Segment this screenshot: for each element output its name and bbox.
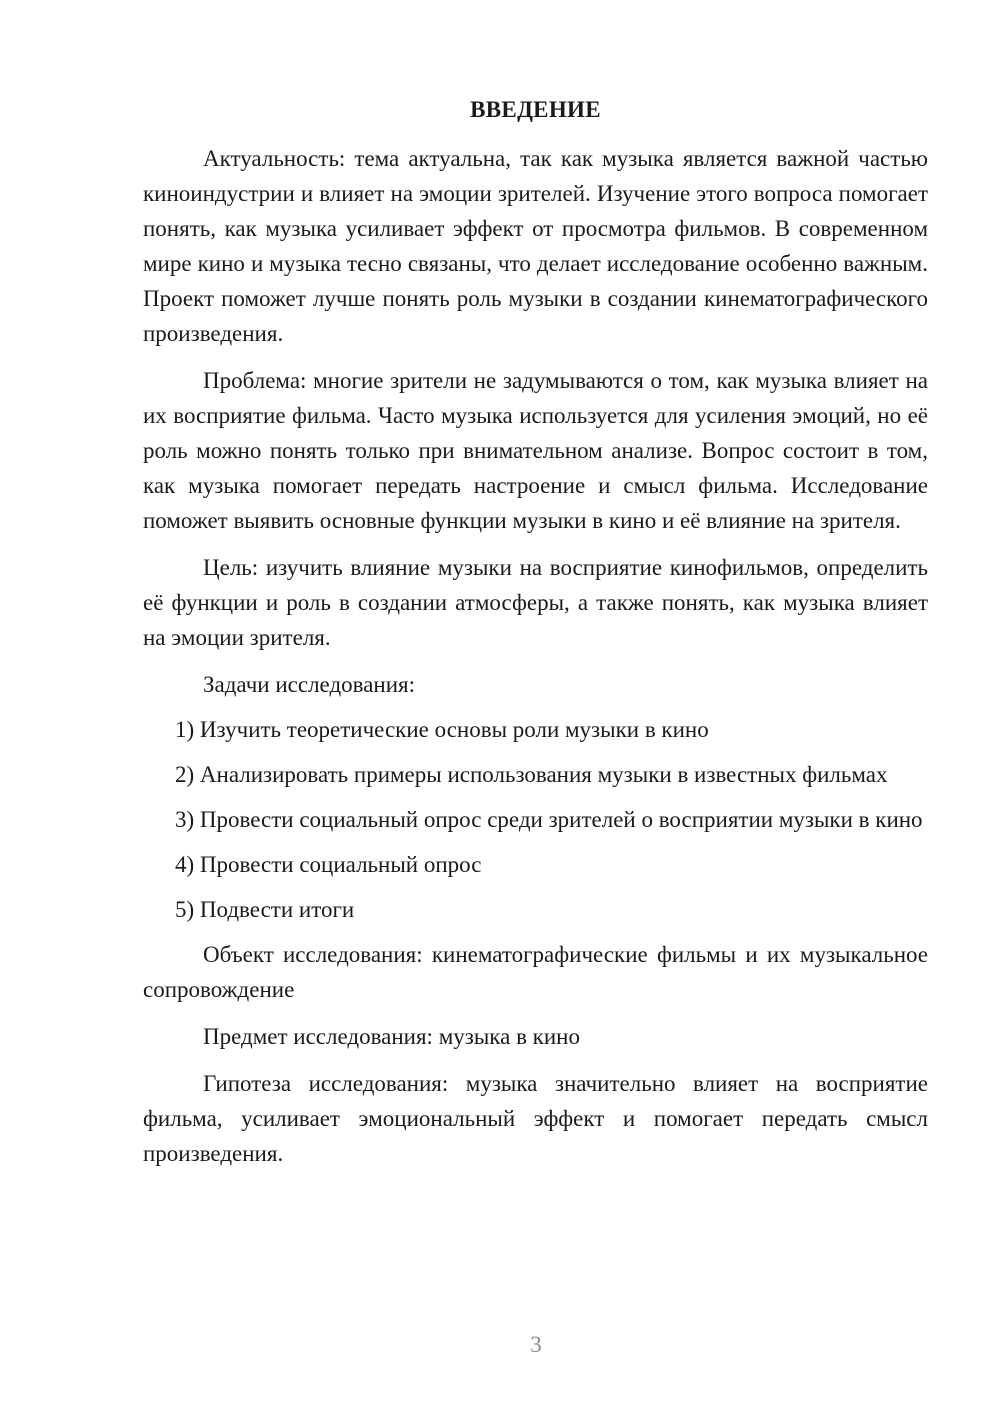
task-item-5: 5) Подвести итоги: [175, 897, 355, 922]
goal-paragraph: Цель: изучить влияние музыки на восприятие кинофильмов, определить её функции и роль в создании атмосферы, а также понять, как музыка влияет на эмоции зрителя.: [143, 555, 928, 650]
page-content: [143, 92, 928, 1183]
task-item-1: 1) Изучить теоретические основы роли музыки в кино: [175, 717, 709, 742]
problem-paragraph: Проблема: многие зрители не задумываются о том, как музыка влияет на их восприятие фильма. Часто музыка используется для усиления эмоций, но её роль можно понять только при внимательном анализе. Вопрос состоит в том, как музыка помогает передать настроение и смысл фильма. Исследование поможет выявить основные функции музыки в кино и её влияние на зрителя.: [143, 368, 928, 533]
page-number: 3: [530, 1332, 542, 1357]
object-paragraph: Объект исследования: кинематографические фильмы и их музыкальное сопровождение: [143, 942, 928, 1002]
relevance-paragraph: Актуальность: тема актуальна, так как музыка является важной частью киноиндустрии и влияет на эмоции зрителей. Изучение этого вопроса помогает понять, как музыка усиливает эффект от просмотра фильмов. В современном мире кино и музыка тесно связаны, что делает исследование особенно важным. Проект поможет лучше понять роль музыки в создании кинематографического произведения.: [143, 146, 928, 346]
task-item-3: 3) Провести социальный опрос среди зрителей о восприятии музыки в кино: [175, 807, 923, 832]
hypothesis-paragraph: Гипотеза исследования: музыка значительно влияет на восприятие фильма, усиливает эмоциональный эффект и помогает передать смысл произведения.: [143, 1071, 928, 1166]
task-item-2: 2) Анализировать примеры использования музыки в известных фильмах: [175, 762, 888, 787]
section-heading: ВВЕДЕНИЕ: [470, 97, 601, 122]
subject-paragraph: Предмет исследования: музыка в кино: [203, 1024, 580, 1049]
tasks-title: Задачи исследования:: [203, 672, 416, 697]
task-item-4: 4) Провести социальный опрос: [175, 852, 482, 877]
tasks-list: [143, 712, 928, 927]
